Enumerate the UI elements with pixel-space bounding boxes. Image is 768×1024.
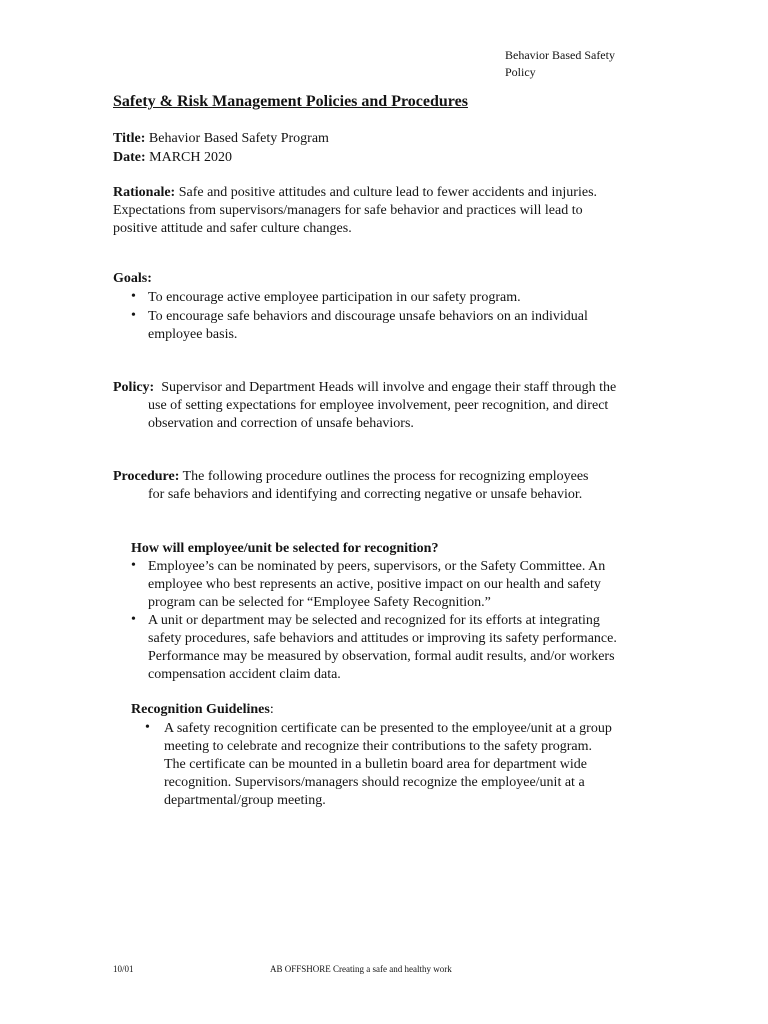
rationale-line-1: Safe and positive attitudes and culture lead to fewer accidents and injuries. (178, 185, 598, 200)
procedure-label: Procedure: (113, 469, 180, 484)
selection-item-2 (148, 612, 617, 684)
goal-item-2 (148, 308, 588, 344)
selection-bullet-1: • (131, 558, 136, 573)
policy-section (113, 379, 616, 433)
procedure-section (113, 468, 588, 504)
document-title: Safety & Risk Management Policies and Procedures (113, 93, 468, 110)
running-header (505, 47, 665, 81)
goal-2-line-1: To encourage safe behaviors and discourage unsafe behaviors on an individual (148, 309, 588, 324)
policy-line-2: use of setting expectations for employee involvement, peer recognition, and direct (148, 398, 609, 413)
policy-label: Policy: (113, 380, 155, 395)
title-value: Behavior Based Safety Program (148, 131, 329, 146)
guidelines-bullet-1: • (145, 720, 150, 735)
goal-item-1 (148, 289, 521, 307)
procedure-line-1: The following procedure outlines the process for recognizing employees (182, 469, 589, 484)
date-label: Date: (113, 150, 146, 165)
title-label: Title: (113, 131, 146, 146)
guidelines-1-line-3: The certificate can be mounted in a bulletin board area for department wide (164, 757, 587, 772)
rationale-label: Rationale: (113, 185, 176, 200)
guidelines-1-line-2: meeting to celebrate and recognize their contributions to the safety program. (164, 739, 593, 754)
guidelines-item-1 (164, 720, 612, 810)
procedure-line-2: for safe behaviors and identifying and correcting negative or unsafe behavior. (148, 487, 583, 502)
policy-line-3: observation and correction of unsafe behaviors. (148, 416, 414, 431)
selection-2-line-2: safety procedures, safe behaviors and attitudes or improving its safety performance. (148, 631, 617, 646)
selection-1-line-3: program can be selected for “Employee Safety Recognition.” (148, 595, 491, 610)
selection-2-line-4: compensation accident claim data. (148, 667, 341, 682)
selection-1-line-2: employee who best represents an active, positive impact on our health and safety (148, 577, 601, 592)
header-line-1: Behavior Based Safety (505, 48, 615, 62)
selection-2-line-1: A unit or department may be selected and recognized for its efforts at integrating (148, 613, 600, 628)
title-row (113, 130, 329, 148)
goal-1-line-1: To encourage active employee participation in our safety program. (148, 290, 521, 305)
goal-bullet-2: • (131, 308, 136, 323)
selection-heading: How will employee/unit be selected for recognition? (131, 541, 439, 556)
guidelines-heading: Recognition Guidelines: (131, 702, 274, 717)
footer-org-text: AB OFFSHORE Creating a safe and healthy work (270, 964, 452, 974)
selection-1-line-1: Employee’s can be nominated by peers, supervisors, or the Safety Committee. An (148, 559, 606, 574)
footer-date: 10/01 (113, 964, 134, 974)
goal-bullet-1: • (131, 289, 136, 304)
rationale-line-3: positive attitude and safer culture changes. (113, 221, 352, 236)
rationale-section (113, 184, 597, 238)
guidelines-1-line-5: departmental/group meeting. (164, 793, 326, 808)
selection-2-line-3: Performance may be measured by observation, formal audit results, and/or workers (148, 649, 615, 664)
guidelines-1-line-4: recognition. Supervisors/managers should recognize the employee/unit at a (164, 775, 585, 790)
date-value: MARCH 2020 (149, 150, 233, 165)
date-row (113, 149, 232, 167)
guidelines-1-line-1: A safety recognition certificate can be presented to the employee/unit at a group (164, 721, 612, 736)
selection-item-1 (148, 558, 605, 612)
rationale-line-2: Expectations from supervisors/managers for safe behavior and practices will lead to (113, 203, 583, 218)
policy-line-1: Supervisor and Department Heads will involve and engage their staff through the (161, 380, 617, 395)
goal-2-line-2: employee basis. (148, 327, 238, 342)
selection-bullet-2: • (131, 612, 136, 627)
goals-heading: Goals: (113, 271, 152, 286)
header-line-2: Policy (505, 65, 536, 79)
